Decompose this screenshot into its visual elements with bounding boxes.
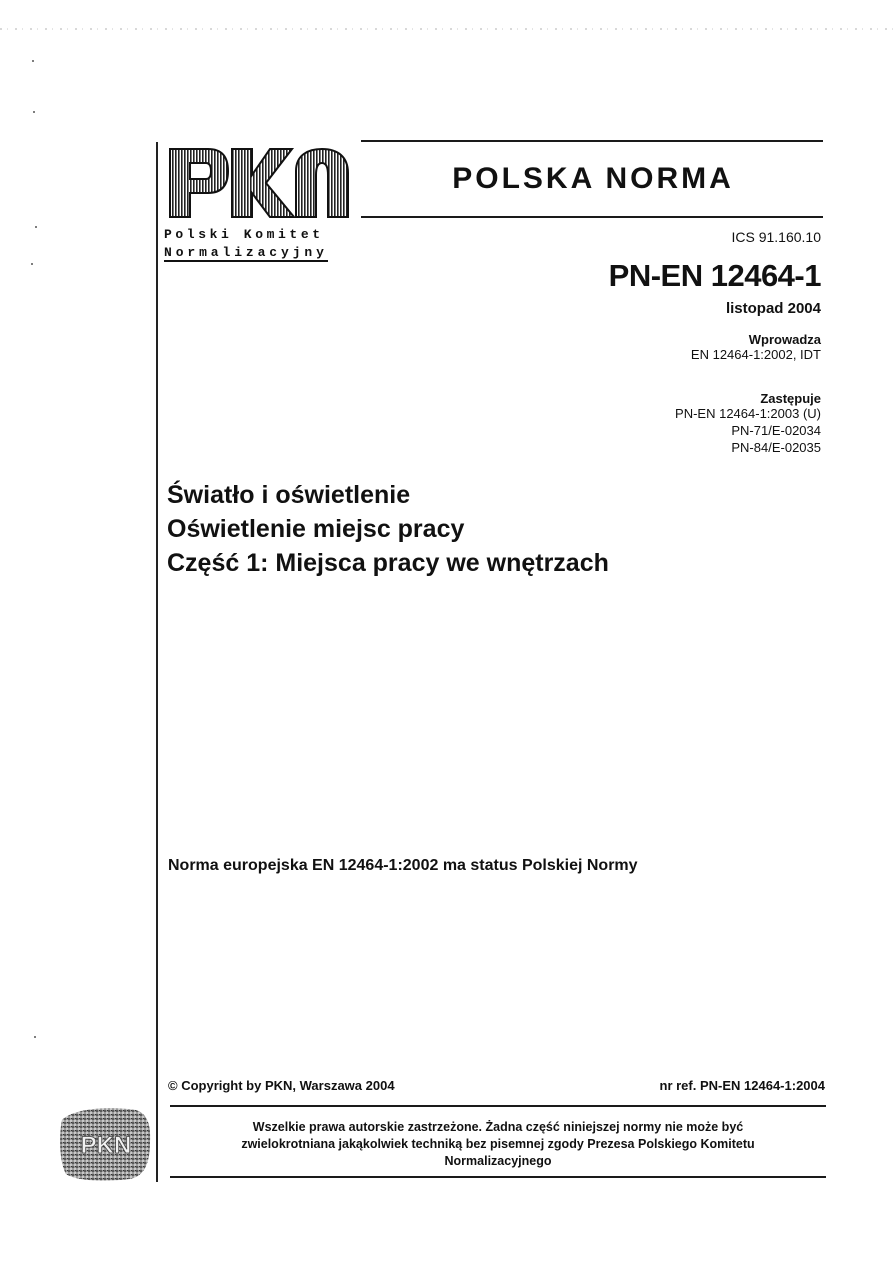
status-statement: Norma europejska EN 12464-1:2002 ma status Polskiej Normy (168, 857, 638, 874)
replaces-item: PN-71/E-02034 (731, 423, 821, 438)
scan-speck (35, 226, 37, 228)
scan-speck (31, 263, 33, 265)
header-top-rule (361, 140, 823, 142)
rights-line: Normalizacyjnego (444, 1154, 552, 1168)
title-line: Oświetlenie miejsc pracy (167, 515, 465, 543)
scan-speck (32, 60, 34, 62)
footer-bottom-rule (170, 1176, 826, 1178)
replaces-item: PN-EN 12464-1:2003 (U) (675, 406, 821, 421)
title-line: Światło i oświetlenie (167, 481, 411, 509)
ics-code: ICS 91.160.10 (731, 229, 821, 245)
standard-number: PN-EN 12464-1 (608, 258, 821, 293)
reference-number: nr ref. PN-EN 12464-1:2004 (659, 1078, 825, 1093)
hologram-stamp (60, 1106, 152, 1182)
footer-top-rule (170, 1105, 826, 1107)
rights-line: Wszelkie prawa autorskie zastrzeżone. Żadna część niniejszej normy nie może być (252, 1120, 744, 1134)
copyright-notice: © Copyright by PKN, Warszawa 2004 (168, 1078, 395, 1093)
organization-name-line2: Normalizacyjny (164, 245, 328, 260)
replaces-item: PN-84/E-02035 (731, 440, 821, 455)
norm-type-heading: POLSKA NORMA (452, 162, 734, 195)
stamp-logo-text: PKN (80, 1132, 132, 1159)
publication-date: listopad 2004 (725, 300, 821, 317)
organization-name-line1: Polski Komitet (164, 227, 324, 242)
introduces-label: Wprowadza (748, 332, 821, 347)
scan-speck (34, 1036, 36, 1038)
scan-speck (33, 111, 35, 113)
replaces-label: Zastępuje (760, 391, 821, 406)
rights-line: zwielokrotniana jakąkolwiek techniką bez pisemnej zgody Prezesa Polskiego Komitetu (241, 1137, 755, 1151)
pkn-logo (166, 145, 352, 221)
document-title (167, 478, 609, 580)
header-bottom-rule (361, 216, 823, 218)
left-margin-rule (156, 142, 158, 1182)
rights-notice (170, 1119, 826, 1170)
introduces-value: EN 12464-1:2002, IDT (690, 347, 821, 362)
scan-noise-line (0, 28, 893, 30)
title-line: Część 1: Miejsca pracy we wnętrzach (167, 549, 609, 577)
